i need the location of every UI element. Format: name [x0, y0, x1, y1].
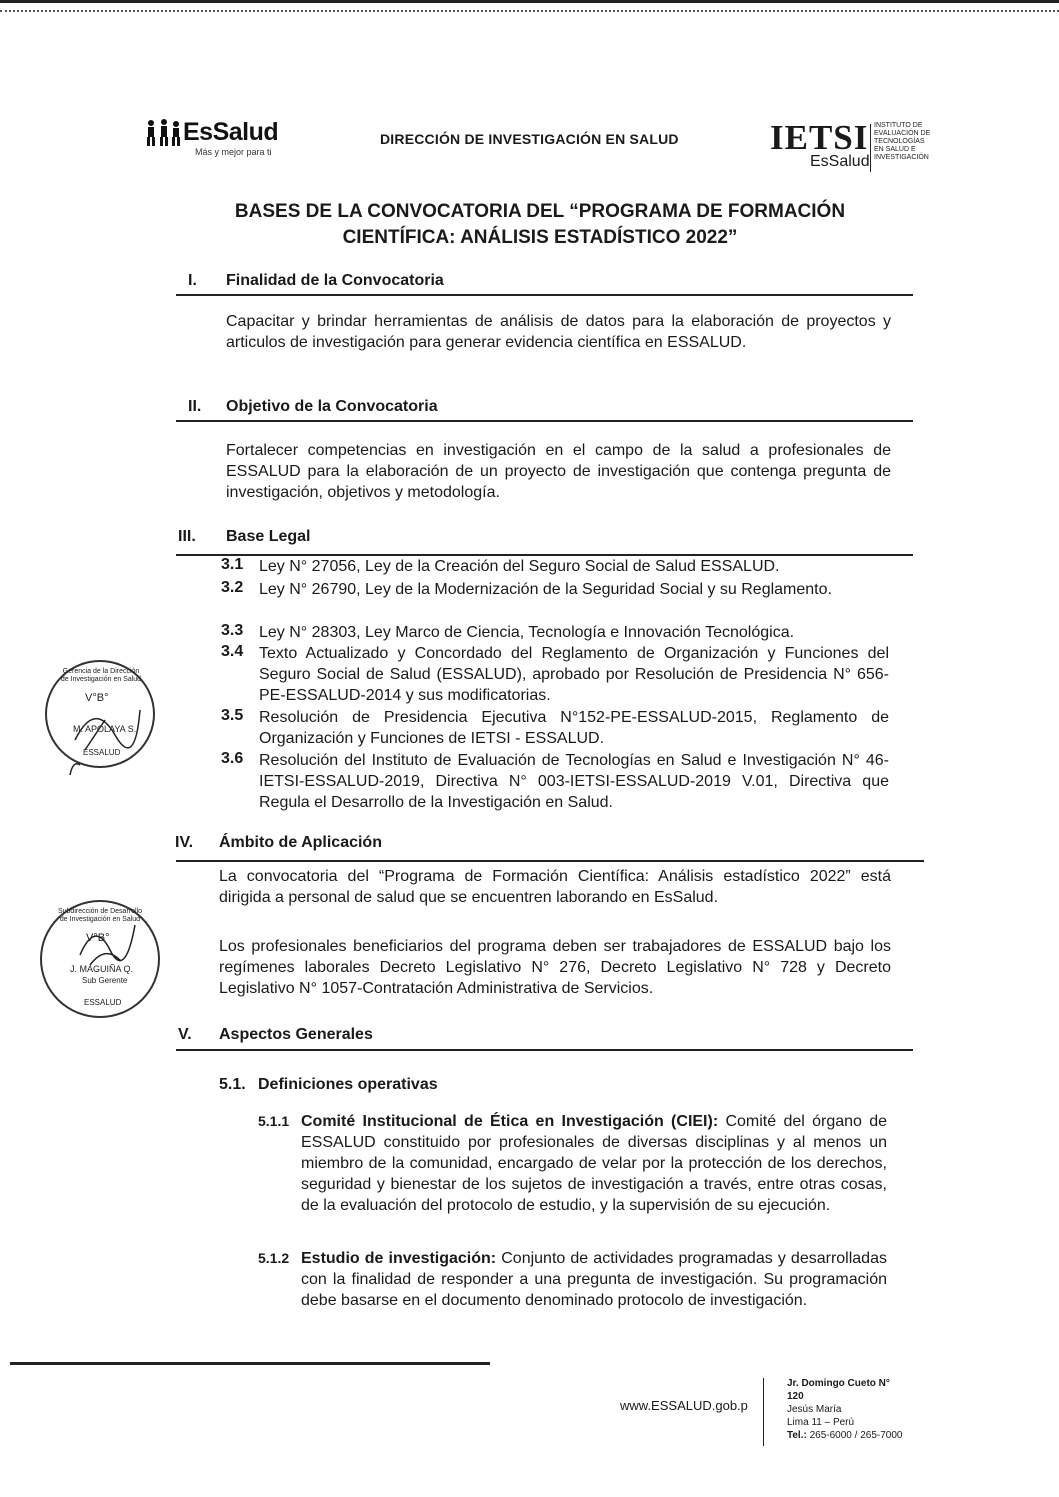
- base-legal-item: Texto Actualizado y Concordado del Reglamento de Organización y Funciones del Seguro Social de Salud (ESSALUD), aprobado por Resolución de Presidencia N° 656-PE-ESSALUD-2014 y sus modificatorias.: [259, 645, 889, 704]
- base-legal-item: Resolución de Presidencia Ejecutiva N°152-PE-ESSALUD-2015, Reglamento de Organización y Funciones de IETSI - ESSALUD.: [259, 709, 889, 747]
- definition-number: 5.1.1: [258, 1113, 290, 1129]
- footer-address: [787, 1377, 902, 1442]
- section-4-title: Ámbito de Aplicación: [219, 834, 382, 851]
- definition-item: [301, 1248, 887, 1311]
- footer-divider: [763, 1378, 764, 1446]
- definition-term: Comité Institucional de Ética en Investigación (CIEI):: [301, 1113, 719, 1130]
- stamp-bottom: ESSALUD: [83, 748, 121, 757]
- essalud-tagline: Más y mejor para ti: [195, 147, 272, 157]
- section-1-number: I.: [188, 272, 197, 289]
- base-legal-number: 3.6: [221, 750, 244, 767]
- header-title: DIRECCIÓN DE INVESTIGACIÓN EN SALUD: [380, 131, 679, 147]
- definition-text: Conjunto de actividades programadas y desarrolladas con la finalidad de responder a una pregunta de investigación. Su programación debe basarse en el documento denominado protocolo de investigación.: [301, 1250, 887, 1309]
- base-legal-number: 3.2: [221, 579, 244, 596]
- section-4-text-1: La convocatoria del “Programa de Formación Científica: Análisis estadístico 2022” está dirigida a personal de salud que se encuentren laborando en EsSalud.: [219, 868, 891, 906]
- base-legal-item: Ley N° 27056, Ley de la Creación del Seguro Social de Salud ESSALUD.: [259, 558, 780, 575]
- stamp-ring-text: Gerencia de la Dirección de Investigación en Salud: [60, 668, 142, 683]
- top-border-line: [0, 0, 1059, 3]
- base-legal-item: Ley N° 28303, Ley Marco de Ciencia, Tecnología e Innovación Tecnológica.: [259, 624, 795, 641]
- section-3-title: Base Legal: [226, 528, 311, 545]
- section-5-title: Aspectos Generales: [219, 1026, 373, 1043]
- footer-address-line: 120: [787, 1391, 804, 1402]
- stamp-name: M. APOLAYA S.: [73, 724, 137, 734]
- stamp-ring-text: Subdirección de Desarrollo de Investigación en Salud: [57, 908, 143, 923]
- ietsi-divider: [870, 124, 871, 172]
- base-legal-number: 3.3: [221, 622, 244, 639]
- section-2-text: Fortalecer competencias en investigación en el campo de la salud a profesionales de ESSALUD para la elaboración de un proyecto de investigación que contenga pregunta de investigación, objetivos y metodología.: [226, 442, 891, 501]
- footer-address-line: Lima 11 – Perú: [787, 1417, 855, 1428]
- ietsi-brand: IETSI: [770, 118, 869, 157]
- stamp-vb: V°B°: [86, 932, 110, 944]
- footer-address-line: Jr. Domingo Cueto N°: [787, 1378, 890, 1389]
- footer-address-line: Jesús María: [787, 1404, 842, 1415]
- ietsi-description: INSTITUTO DE EVALUACIÓN DE TECNOLOGÍAS EN SALUD E INVESTIGACIÓN: [874, 122, 931, 161]
- base-legal-number: 3.4: [221, 643, 244, 660]
- definition-number: 5.1.2: [258, 1250, 290, 1266]
- subsection-title: Definiciones operativas: [258, 1076, 438, 1093]
- title-line-2: CIENTÍFICA: ANÁLISIS ESTADÍSTICO 2022”: [342, 227, 738, 248]
- footer-line: [10, 1362, 490, 1365]
- section-4-number: IV.: [175, 834, 194, 851]
- section-2-title: Objetivo de la Convocatoria: [226, 398, 438, 415]
- base-legal-number: 3.1: [221, 556, 244, 573]
- stamp-name: J. MAGUIÑA Q.: [70, 964, 134, 974]
- ietsi-logo: [770, 118, 940, 176]
- stamp-role: Sub Gerente: [82, 976, 128, 985]
- people-logo-icon: [145, 118, 183, 148]
- essalud-logo: [145, 116, 295, 166]
- stamp-vb: V°B°: [85, 692, 109, 704]
- section-3-number: III.: [178, 528, 196, 545]
- stamp-bottom: ESSALUD: [84, 998, 122, 1007]
- section-1-text: Capacitar y brindar herramientas de análisis de datos para la elaboración de proyectos y articulos de investigación para generar evidencia científica en ESSALUD.: [226, 313, 891, 351]
- section-2-number: II.: [188, 398, 202, 415]
- footer-tel: 265-6000 / 265-7000: [809, 1430, 903, 1441]
- ietsi-sub: EsSalud: [810, 153, 870, 170]
- footer-url: www.ESSALUD.gob.p: [620, 1398, 748, 1413]
- document-title: [160, 199, 920, 251]
- section-1-title: Finalidad de la Convocatoria: [226, 272, 444, 289]
- essalud-brand: EsSalud: [183, 118, 279, 146]
- section-2-rule: [176, 420, 913, 422]
- section-5-rule: [176, 1049, 913, 1051]
- section-4-rule: [176, 860, 924, 862]
- signature-mark: [70, 915, 140, 975]
- title-line-1: BASES DE LA CONVOCATORIA DEL “PROGRAMA DE FORMACIÓN: [234, 201, 846, 222]
- definition-text: Comité del órgano de ESSALUD constituido por profesionales de diversas disciplinas y al menos un miembro de la comunidad, encargado de velar por la protección de los derechos, seguridad y bienestar de los sujetos de investigación a través, entre otras cosas, de la evaluación del protocolo de estudio, y la supervisión de su ejecución.: [301, 1113, 888, 1214]
- definition-item: [301, 1111, 887, 1216]
- base-legal-number: 3.5: [221, 707, 244, 724]
- section-5-number: V.: [178, 1026, 192, 1043]
- section-4-text-2: Los profesionales beneficiarios del programa deben ser trabajadores de ESSALUD bajo los regímenes laborales Decreto Legislativo N° 276, Decreto Legislativo N° 728 y Decreto Legislativo N° 1057-Contratación Administrativa de Servicios.: [219, 938, 891, 997]
- base-legal-item: Ley N° 26790, Ley de la Modernización de la Seguridad Social y su Reglamento.: [259, 581, 832, 598]
- section-1-rule: [176, 294, 913, 296]
- footer-tel-label: Tel.:: [787, 1430, 807, 1441]
- top-dotted-line: [0, 10, 1059, 14]
- base-legal-item: Resolución del Instituto de Evaluación de Tecnologías en Salud e Investigación N° 46-IETSI-ESSALUD-2019, Directiva N° 003-IETSI-ESSALUD-2019 V.01, Directiva que Regula el Desarrollo de la Investigación en Salud.: [259, 752, 889, 811]
- subsection-number: 5.1.: [219, 1076, 246, 1093]
- definition-term: Estudio de investigación:: [301, 1250, 497, 1267]
- signature-mark: [55, 680, 145, 780]
